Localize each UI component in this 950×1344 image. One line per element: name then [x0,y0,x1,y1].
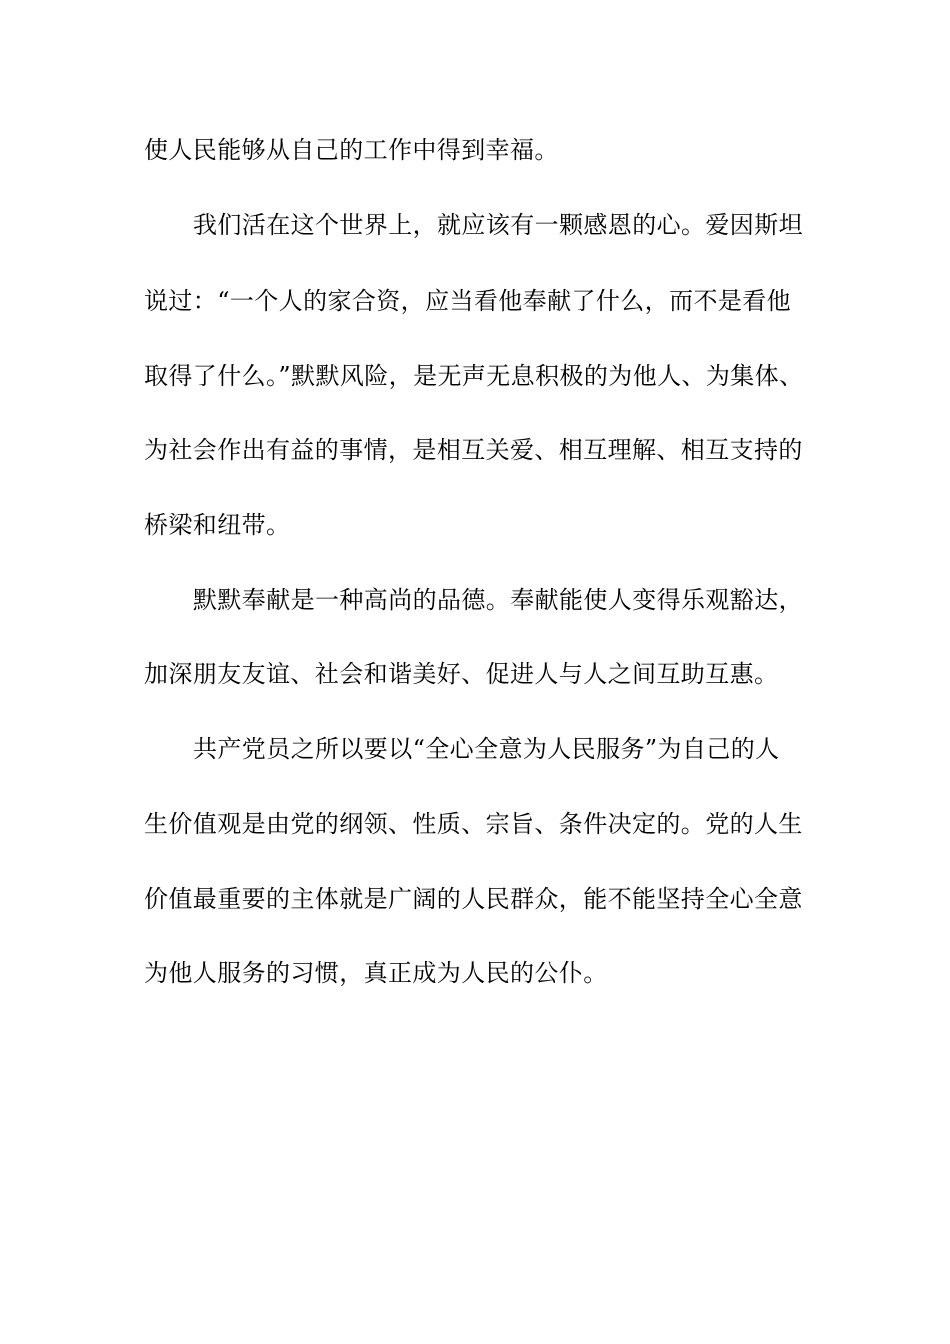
text-line-4: 取得了什么。”默默风险，是无声无息积极的为他人、为集体、 [144,362,804,390]
text-line-6: 桥梁和纽带。 [144,511,291,539]
text-line-8: 加深朋友友谊、社会和谐美好、促进人与人之间互助互惠。 [144,660,779,688]
text-line-1: 使人民能够从自己的工作中得到幸福。 [144,136,559,164]
text-line-2: 我们活在这个世界上，就应该有一颗感恩的心。爱因斯坦 [193,211,803,239]
text-line-5: 为社会作出有益的事情，是相互关爱、相互理解、相互支持的 [144,436,803,464]
text-line-12: 为他人服务的习惯，真正成为人民的公仆。 [144,959,608,987]
text-line-3: 说过：“一个人的家合资，应当看他奉献了什么，而不是看他 [144,287,792,315]
text-line-11: 价值最重要的主体就是广阔的人民群众，能不能坚持全心全意 [144,885,803,913]
text-line-9: 共产党员之所以要以“全心全意为人民服务”为自己的人 [193,735,780,763]
text-line-10: 生价值观是由党的纲领、性质、宗旨、条件决定的。党的人生 [144,810,803,838]
text-line-7: 默默奉献是一种高尚的品德。奉献能使人变得乐观豁达， [193,586,803,614]
